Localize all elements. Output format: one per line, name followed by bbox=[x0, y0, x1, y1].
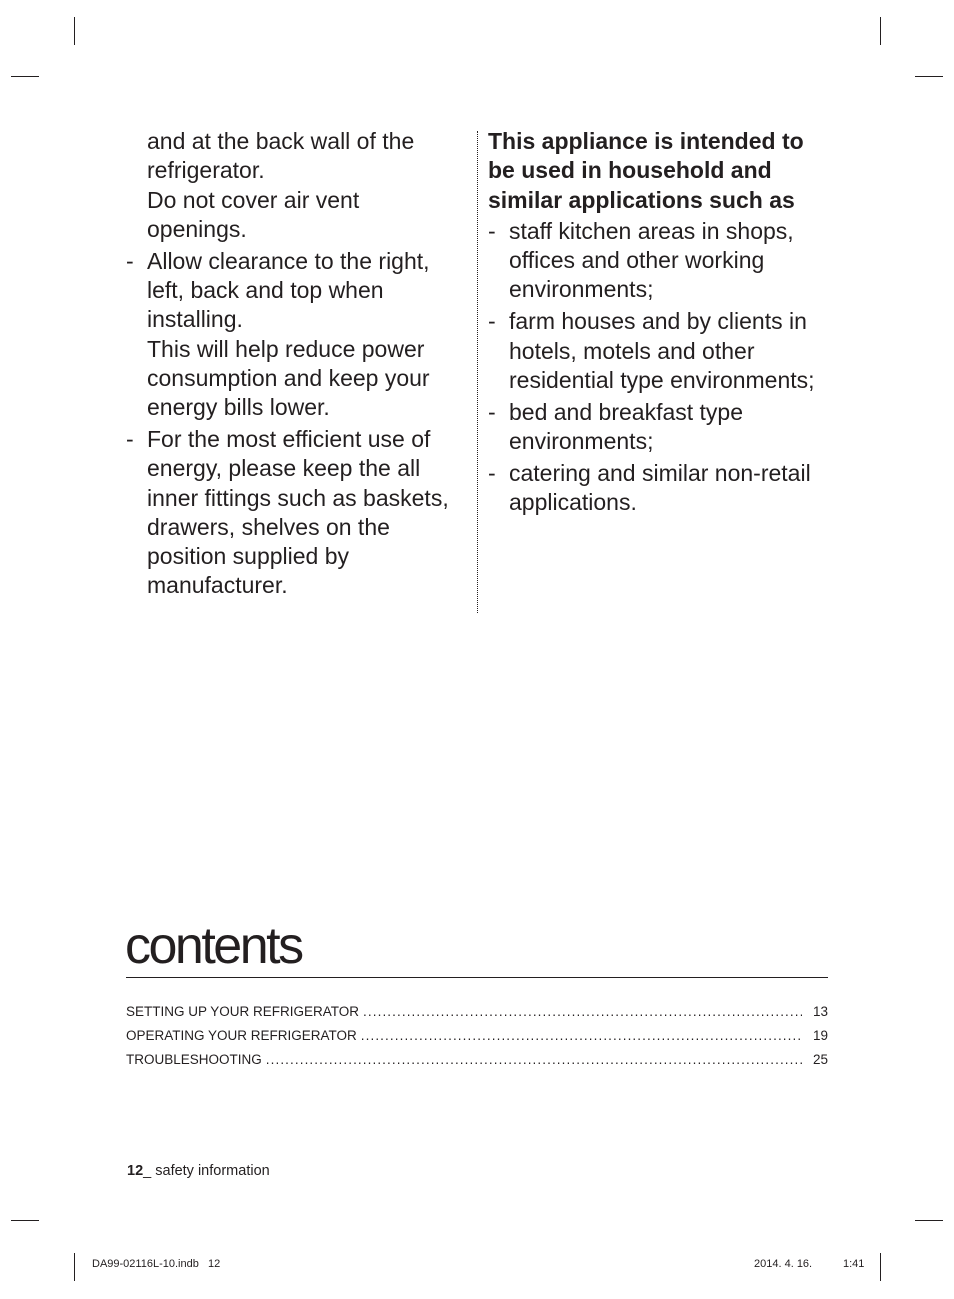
slug-time: 1:41 bbox=[843, 1258, 865, 1270]
contents-title: contents bbox=[125, 917, 302, 975]
list-item-text: This will help reduce power consumption and keep your energy bills lower. bbox=[147, 335, 430, 421]
list-item-text: bed and breakfast type environments; bbox=[509, 398, 743, 454]
continuation-text: Do not cover air vent openings. bbox=[147, 186, 360, 242]
toc-entry-label: TROUBLESHOOTING bbox=[126, 1052, 262, 1067]
toc-entry-label: OPERATING YOUR REFRIGERATOR bbox=[126, 1028, 357, 1043]
list-item-text: Allow clearance to the right, left, back and top when installing. bbox=[147, 247, 430, 333]
list-item-text: For the most efficient use of energy, please keep the all inner fittings such as baskets, drawers, shelves on the position supplied by manufacturer. bbox=[147, 425, 449, 599]
crop-mark bbox=[74, 17, 75, 45]
toc-leader bbox=[266, 1052, 802, 1067]
column-divider bbox=[477, 131, 478, 613]
list-item bbox=[488, 217, 833, 305]
list-item-text: catering and similar non-retail applications. bbox=[509, 459, 811, 516]
table-of-contents bbox=[126, 1004, 828, 1076]
toc-leader bbox=[361, 1028, 802, 1043]
slug-file: DA99-02116L-10.indb 12 bbox=[92, 1258, 221, 1270]
slug-date: 2014. 4. 16. bbox=[754, 1258, 813, 1270]
crop-mark bbox=[11, 76, 39, 77]
section-name: safety information bbox=[155, 1163, 270, 1179]
toc-entry[interactable] bbox=[126, 1004, 828, 1028]
page-number: 12 bbox=[127, 1163, 144, 1179]
bullet-dash: - bbox=[126, 425, 134, 452]
appliance-usage-heading: This appliance is intended to be used in household and similar applications such as bbox=[488, 128, 804, 213]
contents-rule bbox=[126, 977, 828, 978]
crop-mark bbox=[915, 76, 943, 77]
page-footer bbox=[127, 1163, 270, 1179]
crop-mark bbox=[880, 1253, 881, 1281]
right-column bbox=[488, 127, 833, 520]
list-item bbox=[488, 398, 833, 457]
list-item-text: farm houses and by clients in hotels, motels and other residential type environments; bbox=[509, 308, 815, 393]
crop-mark bbox=[880, 17, 881, 45]
bullet-dash: - bbox=[488, 459, 496, 486]
left-column bbox=[126, 127, 456, 603]
toc-entry-page: 25 bbox=[812, 1052, 828, 1067]
crop-mark bbox=[915, 1220, 943, 1221]
bullet-dash: - bbox=[488, 308, 496, 335]
continuation-text: and at the back wall of the refrigerator. bbox=[147, 128, 415, 184]
list-item bbox=[488, 459, 833, 518]
bullet-dash: - bbox=[126, 247, 134, 274]
toc-entry[interactable] bbox=[126, 1028, 828, 1052]
toc-entry-label: SETTING UP YOUR REFRIGERATOR bbox=[126, 1004, 360, 1019]
toc-leader bbox=[363, 1004, 802, 1019]
bullet-dash: - bbox=[488, 398, 496, 425]
toc-entry-page: 13 bbox=[812, 1004, 828, 1019]
bullet-dash: - bbox=[488, 217, 496, 244]
toc-entry[interactable] bbox=[126, 1052, 828, 1076]
list-item bbox=[488, 307, 833, 395]
crop-mark bbox=[74, 1253, 75, 1281]
crop-mark bbox=[11, 1220, 39, 1221]
list-item bbox=[126, 247, 456, 423]
toc-entry-page: 19 bbox=[812, 1028, 828, 1043]
list-item bbox=[126, 425, 456, 601]
footer-separator: _ bbox=[143, 1163, 152, 1179]
list-item-text: staff kitchen areas in shops, offices and other working environments; bbox=[509, 217, 794, 303]
